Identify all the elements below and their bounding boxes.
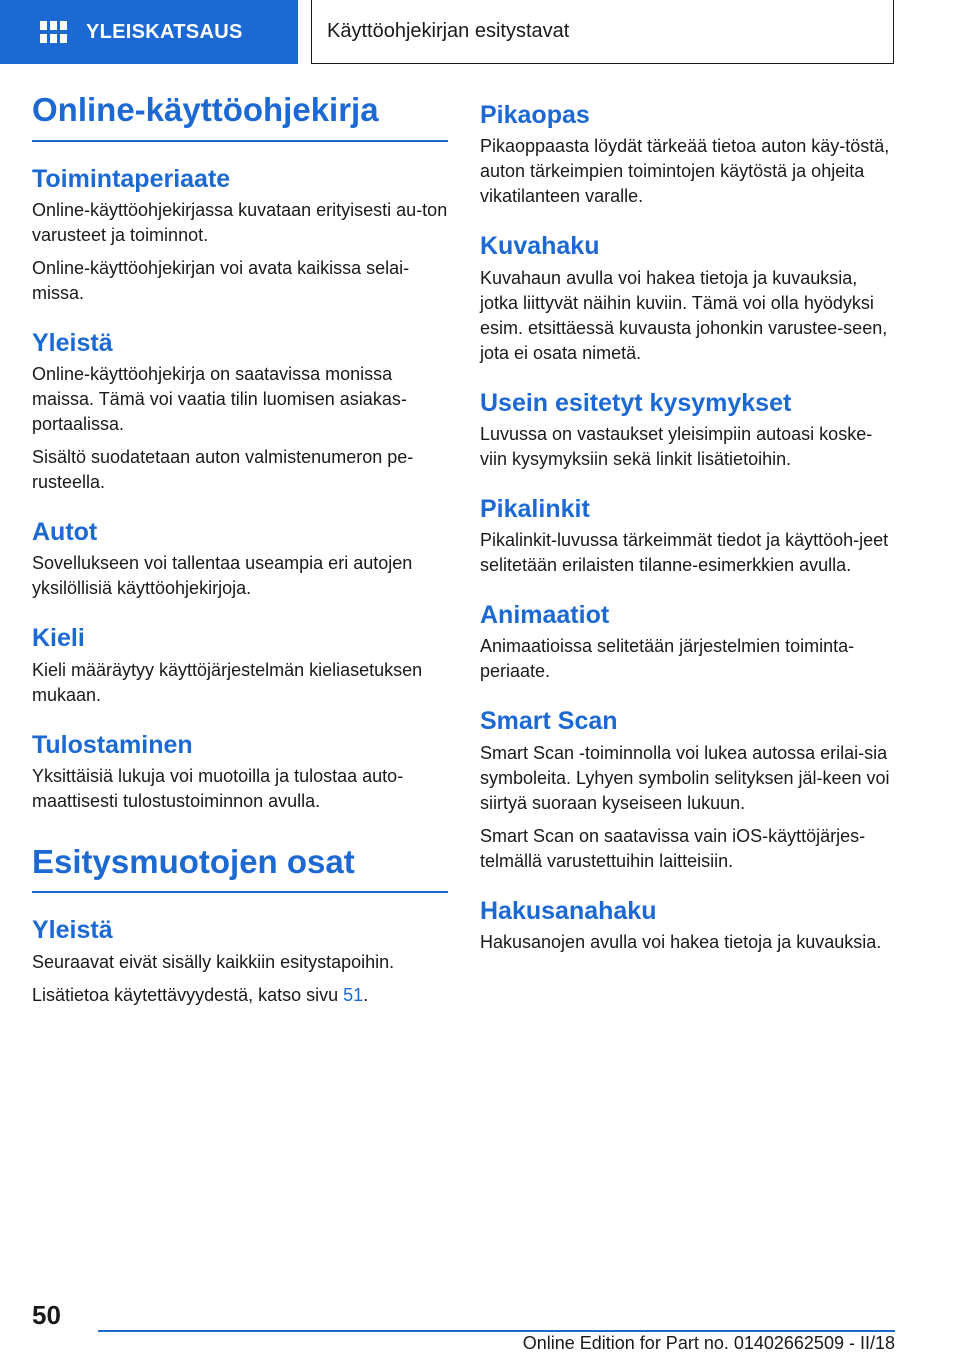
paragraph: Smart Scan on saatavissa vain iOS-käyttöjärjes-telmällä varustettuihin laitteisiin. xyxy=(480,825,866,871)
heading-online-manual: Online-käyttöohjekirja xyxy=(32,90,448,142)
heading-toimintaperiaate: Toimintaperiaate xyxy=(32,164,231,193)
heading-pikalinkit: Pikalinkit xyxy=(480,494,590,523)
heading-animaatiot: Animaatiot xyxy=(480,601,610,629)
paragraph: Luvussa on vastaukset yleisimpiin autoasi koske-viin kysymyksiin sekä linkit lisätietoihin. xyxy=(480,423,873,469)
footer-divider xyxy=(98,1330,895,1332)
paragraph: Sisältö suodatetaan auton valmistenumeron pe-rusteella. xyxy=(32,447,414,493)
paragraph: Online-käyttöohjekirjassa kuvataan erityisesti au-ton varusteet ja toiminnot. xyxy=(32,199,448,245)
paragraph: Smart Scan -toiminnolla voi lukea autossa erilai-sia symboleita. Lyhyen symbolin selityksen jäl-keen voi siirtyä suoraan kyseiseen lukuun. xyxy=(480,742,890,813)
heading-usein-esitetyt: Usein esitetyt kysymykset xyxy=(480,388,792,417)
section-tab[interactable] xyxy=(0,0,298,64)
heading-yleista: Yleistä xyxy=(32,328,113,357)
section-label: YLEISKATSAUS xyxy=(86,20,243,43)
paragraph: Online-käyttöohjekirja on saatavissa monissa maissa. Tämä voi vaatia tilin luomisen asiakas-portaalissa. xyxy=(32,364,407,435)
page-link[interactable]: 51 xyxy=(343,984,364,1005)
chapter-title: Käyttöohjekirjan esitystavat xyxy=(311,0,894,64)
heading-kieli: Kieli xyxy=(32,624,85,653)
edition-text: Online Edition for Part no. 01402662509 - II/18 xyxy=(522,1333,895,1353)
left-column xyxy=(32,90,448,1016)
heading-autot: Autot xyxy=(32,518,98,547)
paragraph: Pikaoppaasta löydät tärkeää tietoa auton käy-töstä, auton tärkeimpien toimintojen käytöstä ja ohjeita vikatilanteen varalle. xyxy=(480,136,890,207)
heading-yleista-2: Yleistä xyxy=(32,916,113,945)
right-column xyxy=(480,100,896,963)
paragraph: Hakusanojen avulla voi hakea tietoja ja kuvauksia. xyxy=(480,931,882,952)
paragraph: Kieli määräytyy käyttöjärjestelmän kieliasetuksen mukaan. xyxy=(32,659,423,705)
paragraph: Seuraavat eivät sisälly kaikkiin esitystapoihin. xyxy=(32,951,395,972)
paragraph: Sovellukseen voi tallentaa useampia eri autojen yksilöllisiä käyttöohjekirjoja. xyxy=(32,553,413,599)
heading-kuvahaku: Kuvahaku xyxy=(480,232,600,261)
paragraph: Pikalinkit-luvussa tärkeimmät tiedot ja käyttöoh-jeet selitetään erilaisten tilanne-esimerkkien avulla. xyxy=(480,530,889,575)
heading-tulostaminen: Tulostaminen xyxy=(32,730,193,759)
text: Lisätietoa käytettävyydestä, katso sivu xyxy=(32,984,344,1005)
heading-hakusanahaku: Hakusanahaku xyxy=(480,896,657,925)
paragraph: Animaatioissa selitetään järjestelmien toiminta-periaate. xyxy=(480,636,855,682)
heading-esitysmuotojen-osat: Esitysmuotojen osat xyxy=(32,842,448,894)
paragraph-with-link xyxy=(32,983,448,1008)
heading-pikaopas: Pikaopas xyxy=(480,101,590,129)
heading-smart-scan: Smart Scan xyxy=(480,707,618,736)
paragraph: Kuvahaun avulla voi hakea tietoja ja kuvauksia, jotka liittyvät näihin kuviin. Tämä voi olla hyödyksi esim. etsittäessä kuvausta johonkin varustee-seen, jota ei osata nimetä. xyxy=(480,267,888,363)
text: . xyxy=(363,984,369,1005)
paragraph: Online-käyttöohjekirjan voi avata kaikissa selai-missa. xyxy=(32,257,410,303)
page-number: 50 xyxy=(32,1300,61,1330)
grid-icon xyxy=(40,21,66,43)
paragraph: Yksittäisiä lukuja voi muotoilla ja tulostaa auto-maattisesti tulostustoiminnon avulla. xyxy=(32,765,404,811)
